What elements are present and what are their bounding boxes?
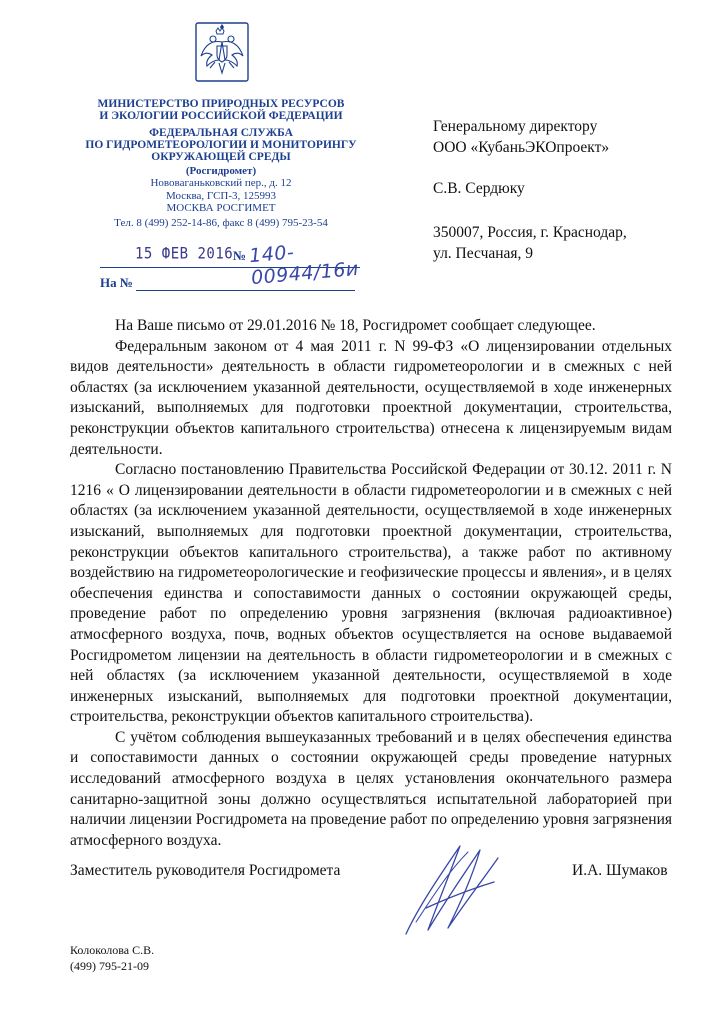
- recipient-company: ООО «КубаньЭКОпроект»: [433, 139, 610, 156]
- signatory-title: Заместитель руководителя Росгидромета: [70, 862, 341, 879]
- body-paragraph: Согласно постановлению Правительства Российской Федерации от 30.12. 2011 г. N 1216 « О лицензировании деятельности в области гидрометеорологии и в смежных с ней областях (за исключением указанной деятельности, осуществляемой в ходе инженерных изысканий, выполняемых для подготовки проектной документации, строительства, реконструкции объектов капитального строительства), а также работ по активному воздействию на гидрометеорологические и геофизические процессы и явления», и в целях обеспечения единства и сопоставимости данных о состоянии окружающей среды, проведение работ по определению уровня загрязнения (включая радиоактивное) атмосферного воздуха, почв, водных объектов осуществляется на основе выдаваемой Росгидрометом лицензии на деятельность в области гидрометеорологии и в смежных с ней областях (за исключением указанной деятельности, осуществляемой в ходе инженерных изысканий, выполняемых для подготовки проектной документации, строительства, реконструкции объектов капитального строительства).: [70, 461, 672, 726]
- sender-address: Нововаганьковский пер., д. 12 Москва, ГСП-3, 125993 МОСКВА РОСГИМЕТ: [150, 177, 292, 214]
- reply-reference-row: [100, 275, 355, 293]
- registration-number-handwritten: 140-00944/16и: [248, 241, 360, 290]
- recipient-address-line1: 350007, Россия, г. Краснодар,: [433, 224, 627, 241]
- body-paragraph: С учётом соблюдения вышеуказанных требований и в целях обеспечения единства и сопоставимости данных о состоянии окружающей среды проведение натурных исследований атмосферного воздуха в целях установления окончательного размера санитарно-защитной зоны должно осуществляться испытательной лабораторией при наличии лицензии Росгидромета на проведение работ по определению уровня загрязнения атмосферного воздуха.: [70, 728, 672, 849]
- sender-phone: Тел. 8 (499) 252-14-86, факс 8 (499) 795-23-54: [114, 216, 328, 229]
- executor-phone: (499) 795-21-09: [70, 959, 149, 973]
- service-name: ФЕДЕРАЛЬНАЯ СЛУЖБА ПО ГИДРОМЕТЕОРОЛОГИИ И МОНИТОРИНГУ ОКРУЖАЮЩЕЙ СРЕДЫ: [85, 127, 357, 163]
- body-paragraph: На Ваше письмо от 29.01.2016 № 18, Росгидромет сообщает следующее.: [115, 317, 596, 334]
- signatory-name: И.А. Шумаков: [572, 862, 668, 879]
- registration-date-stamp: 15 ФЕВ 2016: [135, 244, 234, 264]
- body-paragraph: Федеральным законом от 4 мая 2011 г. N 99-ФЗ «О лицензировании отдельных видов деятельности» деятельность в области гидрометеорологии и в смежных с ней областях (за исключением указанной деятельности, осуществляемой в ходе инженерных изысканий, выполняемых для подготовки проектной документации, строительства, реконструкции объектов капитального строительства) отнесена к лицензируемым видам деятельности.: [70, 337, 672, 458]
- letter-body: [70, 316, 672, 851]
- letterhead: [60, 98, 382, 229]
- reply-reference-underline: [136, 290, 355, 291]
- recipient-name: С.В. Сердюку: [433, 180, 525, 197]
- recipient-address-line2: ул. Песчаная, 9: [433, 245, 534, 262]
- registration-number-label: №: [233, 248, 247, 263]
- recipient-position: Генеральному директору: [433, 118, 598, 135]
- coat-of-arms-emblem-icon: [195, 22, 249, 82]
- reply-reference-label: На №: [100, 275, 133, 290]
- recipient-block: [433, 116, 627, 264]
- executor-info: [70, 942, 154, 974]
- service-abbreviation: (Росгидромет): [185, 165, 257, 177]
- ministry-name: МИНИСТЕРСТВО ПРИРОДНЫХ РЕСУРСОВ И ЭКОЛОГИИ РОССИЙСКОЙ ФЕДЕРАЦИИ: [97, 98, 345, 122]
- handwritten-signature-icon: [398, 838, 508, 938]
- executor-name: Колоколова С.В.: [70, 943, 155, 957]
